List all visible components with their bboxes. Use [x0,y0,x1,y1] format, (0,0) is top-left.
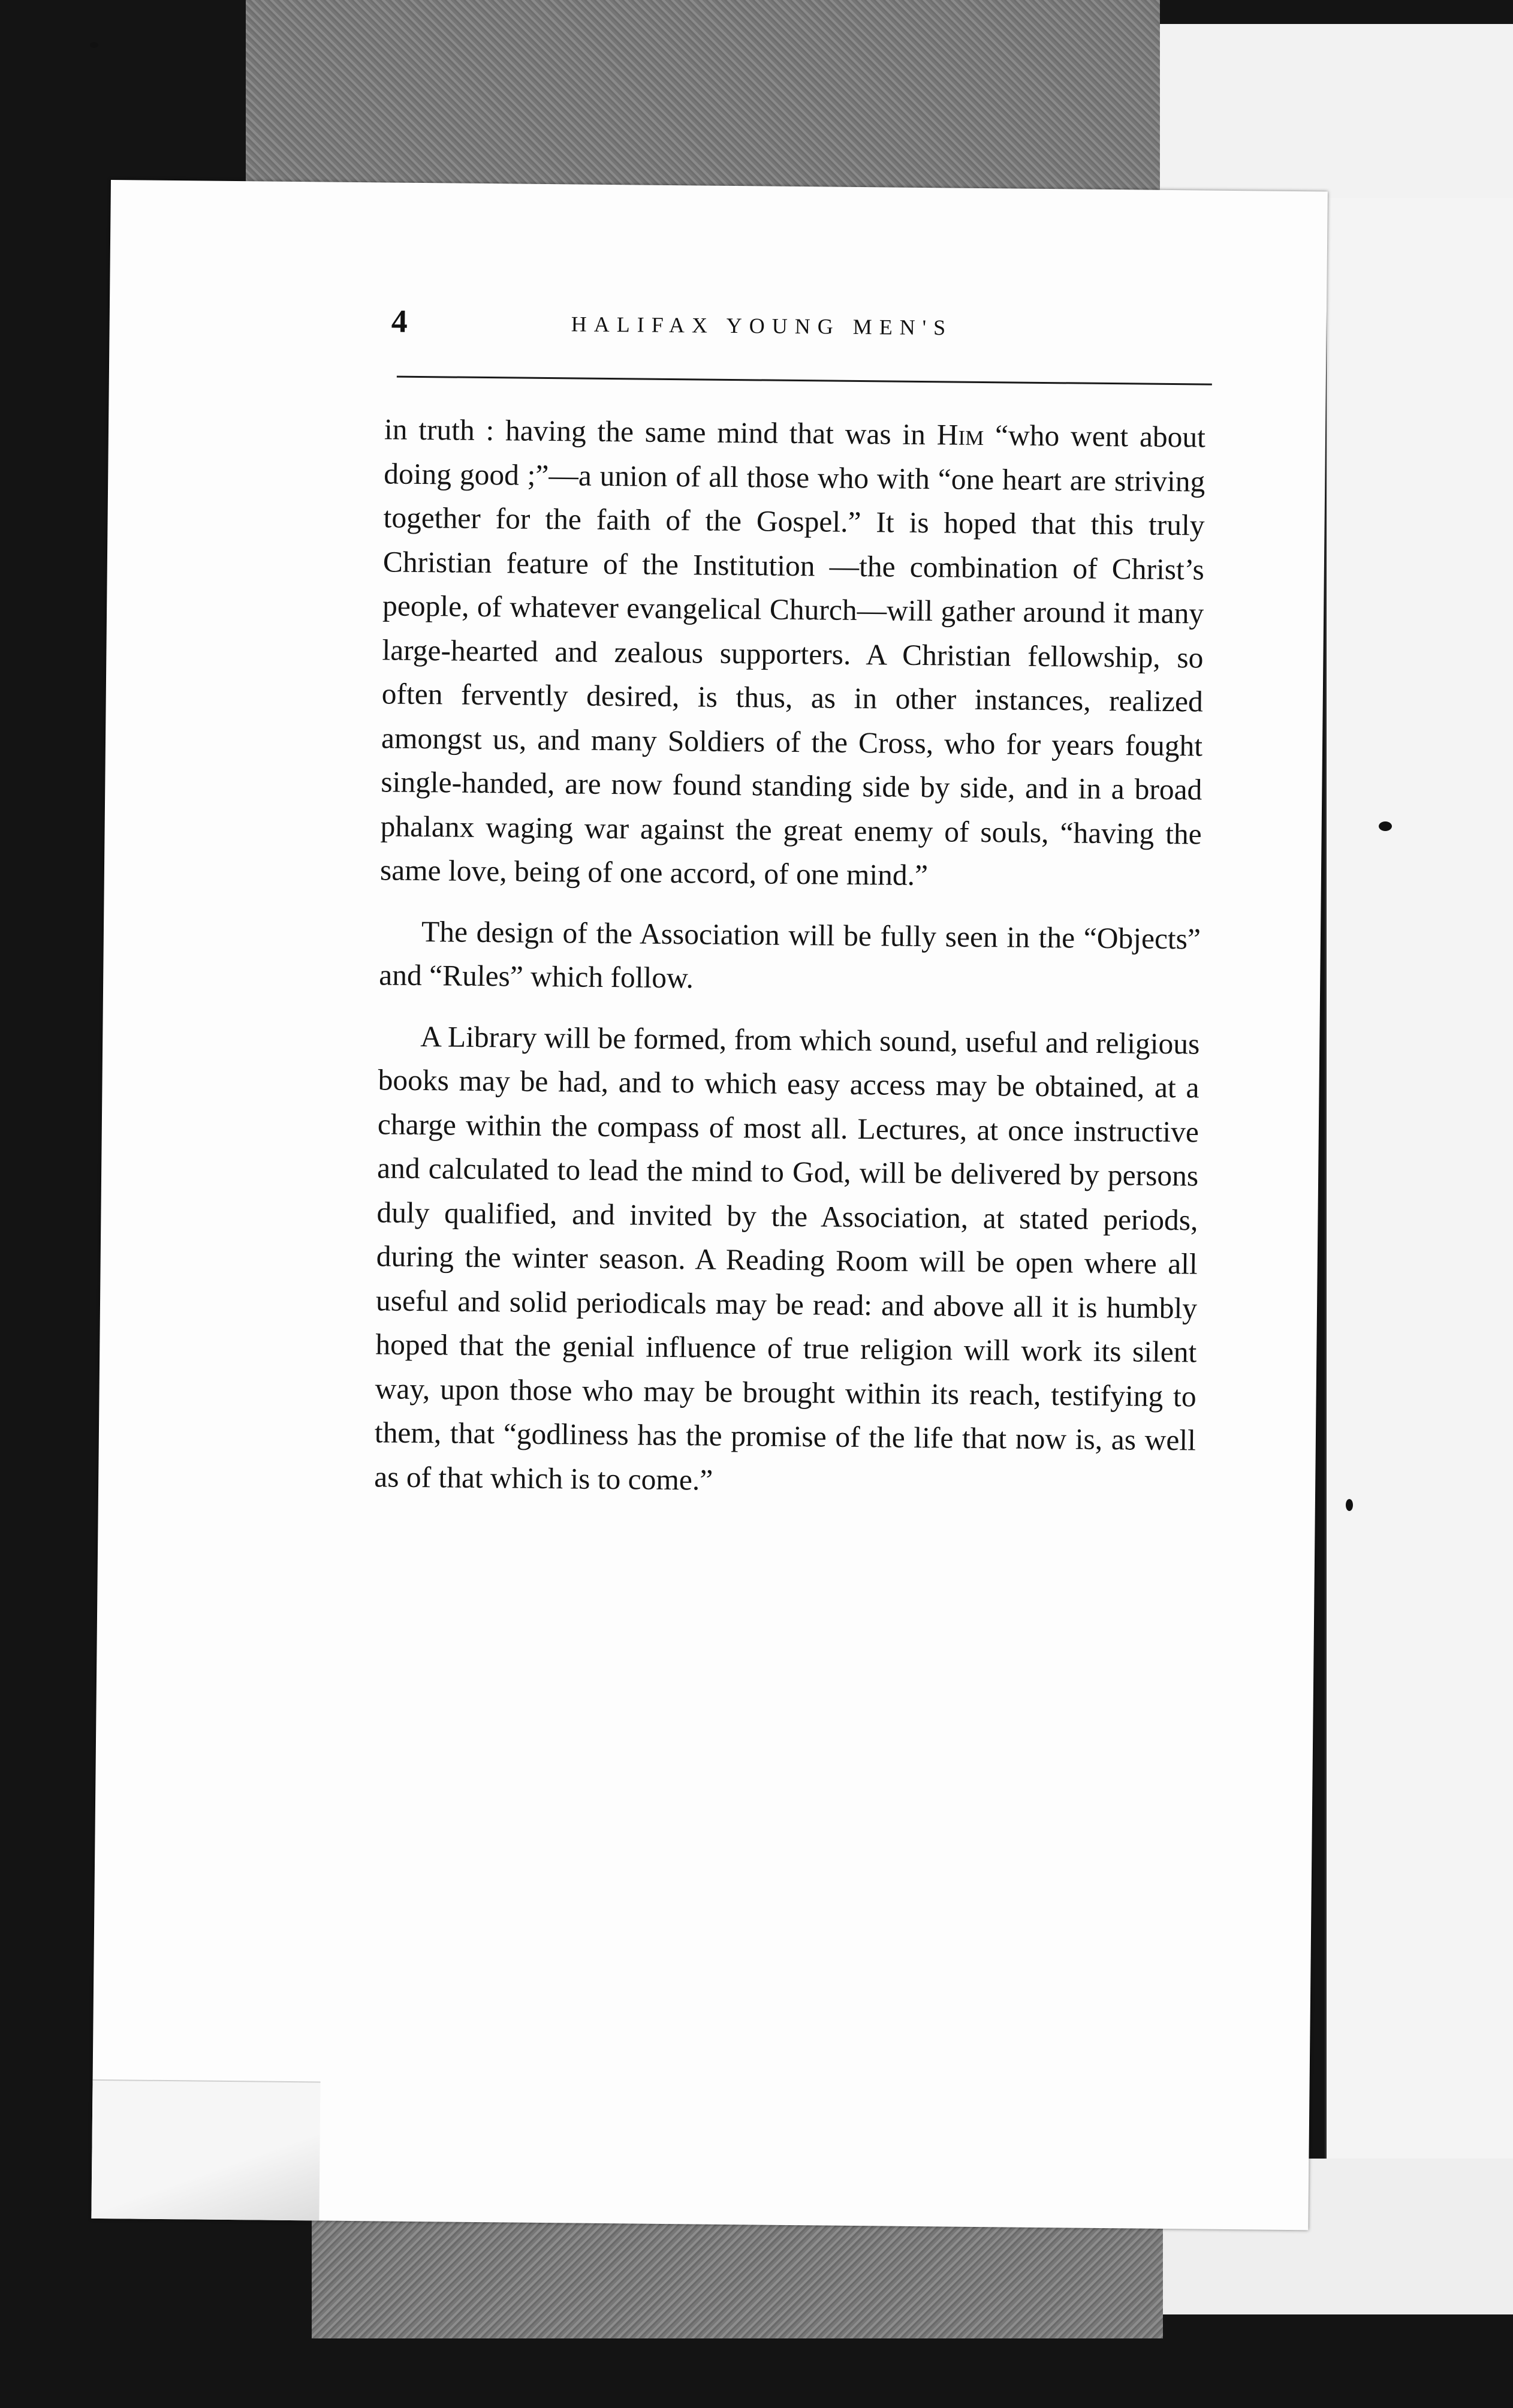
body-text [374,407,1205,1506]
dust-speck [1346,1499,1353,1511]
facing-page-edge [1325,198,1513,2213]
paragraph: A Library will be formed, from which sound, useful and religious books may be had, and to which easy access may be obtained, at a charge within the compass of most all. Lectures, at once instructive and calculated to lead the mind to God, will be delivered by persons duly qualified, and invited by the Association, at stated periods, during the winter season. A Reading Room will be open where all useful and solid periodicals may be read: and above all it is humbly hoped that the genial influence of true religion will work its silent way, upon those who may be brought within its reach, testifying to them, that “godliness has the promise of the life that now is, as well as of that which is to come.” [373,1019,1200,1497]
book-page [91,180,1328,2230]
page-header [391,303,1219,365]
paragraph: The design of the Association will be fully seen in the “Objects” and “Rules” which follow. [379,914,1201,995]
paragraph: in truth : having the same mind that was in Him “who went about doing good ;”—a union of all those who with “one heart are striving together for the faith of the Gospel.” It is hoped that this truly Christian feature of the Institution —the combination of Christ’s people, of whatever evangelical Church—will gather around it many large-hearted and zealous supporters. A Christian fellowship, so often fervently desired, is thus, as in other instances, realized amongst us, and many Soldiers of the Cross, who for years fought single-handed, are now found standing side by side, and in a broad phalanx waging war against the great enemy of souls, “having the same love, being of one accord, of one mind.” [379,413,1206,892]
page-number: 4 [391,303,408,339]
header-rule [397,376,1212,386]
small-caps-word: Him [936,418,984,452]
page-fold-corner [91,2079,320,2221]
running-title: HALIFAX YOUNG MEN'S [571,312,953,340]
dust-speck [90,42,98,48]
dust-speck [1379,821,1392,831]
